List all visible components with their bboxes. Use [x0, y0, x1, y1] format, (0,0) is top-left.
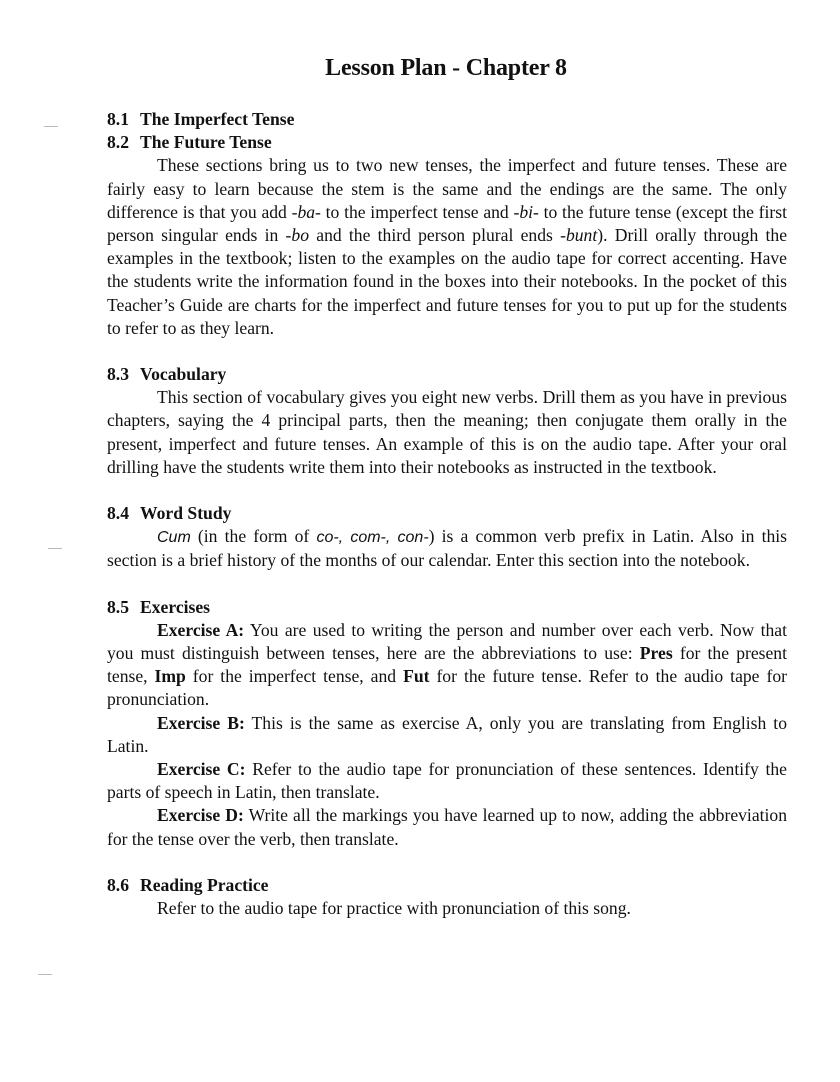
abbreviation: Fut — [403, 666, 430, 687]
scan-mark — [48, 548, 62, 549]
section-title: The Imperfect Tense — [140, 109, 295, 129]
exercise-c — [107, 758, 787, 804]
exercise-d — [107, 804, 787, 850]
section-number: 8.5 — [107, 596, 129, 617]
paragraph-text: to the imperfect tense and — [320, 201, 514, 222]
latin-prefixes: co-, com-, con- — [316, 529, 429, 547]
section-heading — [107, 363, 787, 386]
section-heading — [107, 502, 787, 525]
paragraph-text: (in the form of — [190, 526, 317, 547]
abbreviation: Imp — [154, 666, 186, 687]
paragraph-text: Write all the markings you have learned up to now, adding the abbreviation for the tense over the verb, then translate. — [107, 805, 788, 849]
section-heading — [107, 874, 787, 897]
document-body — [107, 108, 787, 920]
paragraph-text: and the third person plural ends — [309, 225, 561, 246]
exercise-label: Exercise D: — [157, 805, 244, 826]
exercise-label: Exercise C: — [157, 759, 246, 780]
section-number: 8.1 — [107, 109, 129, 129]
scan-mark — [44, 126, 58, 127]
paragraph-text: for the imperfect tense, and — [185, 666, 404, 687]
paragraph-text: You are used to writing the person and number over each verb. Now that you must distinguish between tenses, here are the abbreviations to use: — [107, 619, 787, 664]
paragraph-text: to the future tense (except the first person singular ends in — [107, 201, 788, 246]
section-title: Word Study — [140, 503, 232, 524]
paragraph-text: This is the same as exercise A, only you are translating from English to Latin. — [107, 712, 787, 756]
paragraph-text: for the present tense, — [107, 643, 787, 687]
section-heading — [107, 108, 787, 131]
section-paragraph — [107, 154, 787, 340]
section-title: Exercises — [140, 596, 211, 617]
exercise-label: Exercise A: — [157, 619, 245, 640]
scan-mark — [38, 974, 52, 975]
section-paragraph: This section of vocabulary gives you eight new verbs. Drill them as you have in previous chapters, saying the 4 principal parts, then the meaning; then conjugate them orally in the present, imperfect and future tenses. An example of this is on the audio tape. After your oral drilling have the students write them into their notebooks as instructed in the textbook. — [107, 387, 787, 477]
section-heading — [107, 131, 787, 154]
section-heading — [107, 596, 787, 619]
abbreviation: Pres — [639, 643, 673, 664]
section-paragraph: Refer to the audio tape for practice with pronunciation of this song. — [157, 898, 631, 919]
latin-word: Cum — [157, 529, 191, 547]
section-title: Vocabulary — [140, 364, 227, 385]
paragraph-text: for the future tense. Refer to the audio tape for pronunciation. — [107, 666, 787, 710]
section-number: 8.3 — [107, 364, 129, 385]
paragraph-text: These sections bring us to two new tenses, the imperfect and future tenses. These are fairly easy to learn because the stem is the same and the endings are the same. The only difference is that you add — [107, 155, 787, 222]
exercise-a — [107, 619, 787, 712]
page-title: Lesson Plan - Chapter 8 — [325, 55, 567, 81]
latin-suffix: -bunt — [560, 225, 598, 246]
paragraph-text: Refer to the audio tape for pronunciation of these sentences. Identify the parts of speech in Latin, then translate. — [107, 759, 787, 803]
paragraph-text: ). Drill orally through the examples in the textbook; listen to the examples on the audio tape for correct accenting. Have the students write the information found in the boxes into their notebooks. In the pocket of this Teacher’s Guide are charts for the imperfect and future tenses for you to put up for the students to refer to as they learn. — [107, 225, 787, 338]
exercise-label: Exercise B: — [157, 712, 245, 733]
section-title: Reading Practice — [140, 874, 269, 895]
section-number: 8.4 — [107, 503, 129, 524]
exercise-b — [107, 712, 787, 758]
section-title: The Future Tense — [140, 132, 272, 153]
section-number: 8.6 — [107, 874, 129, 895]
latin-suffix: -bi- — [513, 201, 539, 222]
section-number: 8.2 — [107, 132, 129, 153]
paragraph-text: ) is a common verb prefix in Latin. Also in this section is a brief history of the months of our calendar. Enter this section into the notebook. — [107, 526, 788, 571]
latin-suffix: -ba- — [291, 201, 321, 222]
section-paragraph — [107, 525, 787, 572]
latin-suffix: -bo — [285, 225, 309, 246]
